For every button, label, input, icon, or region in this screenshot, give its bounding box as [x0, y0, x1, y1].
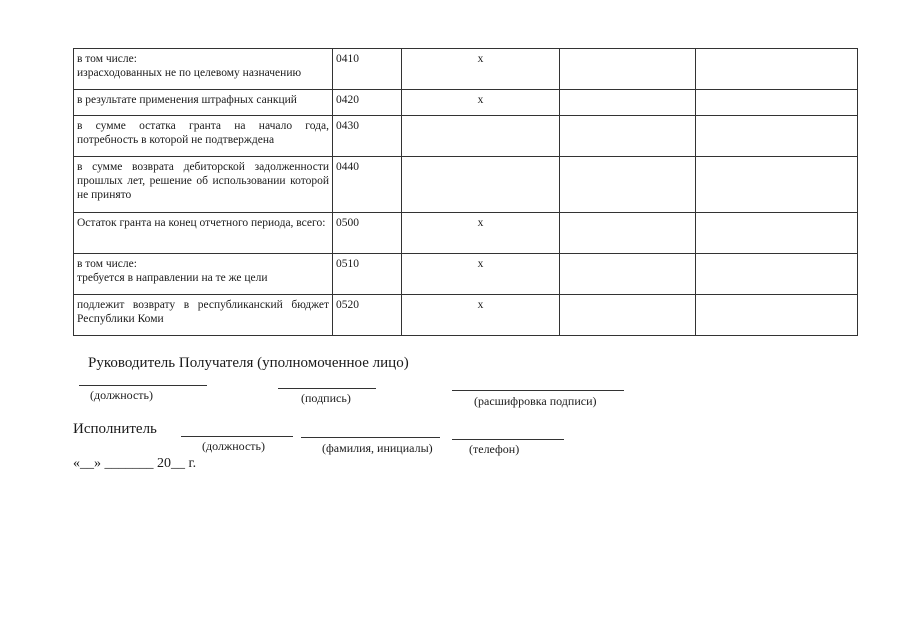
row-0510-col-1: x	[402, 254, 560, 295]
executor-name-line[interactable]	[301, 437, 440, 438]
row-0430-col-1	[402, 116, 560, 157]
table-row	[74, 295, 858, 336]
row-0440-desc-line-1: в сумме возврата дебиторской задолженности прошлых лет, решение об использовании которой не принято	[77, 161, 329, 201]
table-row	[74, 213, 858, 254]
grant-table	[73, 48, 858, 336]
row-0430-col-3	[696, 116, 858, 157]
executor-position-line[interactable]	[181, 436, 293, 437]
row-0420-code: 0420	[333, 90, 402, 116]
row-0420-col-2	[560, 90, 696, 116]
row-0500-col-3	[696, 213, 858, 254]
row-0500-col-2	[560, 213, 696, 254]
executor-phone-line[interactable]	[452, 439, 564, 440]
row-0430-description	[74, 116, 333, 157]
head-decoding-caption: (расшифровка подписи)	[474, 394, 597, 408]
row-0500-col-1: x	[402, 213, 560, 254]
row-0520-col-1: x	[402, 295, 560, 336]
row-0430-desc-line-1: в сумме остатка гранта на начало года, потребность в которой не подтверждена	[77, 120, 329, 146]
table-row	[74, 116, 858, 157]
row-0500-code: 0500	[333, 213, 402, 254]
executor-name-caption: (фамилия, инициалы)	[322, 441, 433, 455]
row-0410-col-2	[560, 49, 696, 90]
row-0520-code: 0520	[333, 295, 402, 336]
row-0410-desc-line-2: израсходованных не по целевому назначению	[77, 67, 302, 79]
row-0440-col-3	[696, 157, 858, 213]
row-0510-col-2	[560, 254, 696, 295]
table-row	[74, 90, 858, 116]
table-row	[74, 254, 858, 295]
row-0510-code: 0510	[333, 254, 402, 295]
row-0440-code: 0440	[333, 157, 402, 213]
row-0520-col-2	[560, 295, 696, 336]
row-0440-col-1	[402, 157, 560, 213]
row-0420-col-3	[696, 90, 858, 116]
head-signature-line[interactable]	[278, 388, 376, 389]
executor-phone-caption: (телефон)	[469, 442, 520, 456]
row-0520-col-3	[696, 295, 858, 336]
row-0430-col-2	[560, 116, 696, 157]
row-0410-col-3	[696, 49, 858, 90]
row-0500-description	[74, 213, 333, 254]
row-0410-desc-line-1: в том числе:	[77, 53, 137, 65]
row-0510-col-3	[696, 254, 858, 295]
row-0440-description	[74, 157, 333, 213]
row-0420-desc-line-1: в результате применения штрафных санкций	[77, 94, 297, 106]
row-0410-description	[74, 49, 333, 90]
executor-position-caption: (должность)	[202, 439, 265, 453]
row-0420-col-1: x	[402, 90, 560, 116]
row-0510-desc-line-1: в том числе:	[77, 258, 137, 270]
row-0520-desc-line-1: подлежит возврату в республиканский бюджет Республики Коми	[77, 299, 329, 325]
head-signature-caption: (подпись)	[301, 391, 351, 405]
date-line: «__» _______ 20__ г.	[73, 456, 197, 471]
row-0510-desc-line-2: требуется в направлении на те же цели	[77, 272, 268, 284]
table-row	[74, 49, 858, 90]
executor-label: Исполнитель	[73, 421, 157, 437]
grant-table-body	[74, 49, 858, 336]
row-0410-col-1: x	[402, 49, 560, 90]
row-0440-col-2	[560, 157, 696, 213]
row-0520-description	[74, 295, 333, 336]
table-row	[74, 157, 858, 213]
head-position-caption: (должность)	[90, 388, 153, 402]
head-decoding-line[interactable]	[452, 390, 624, 391]
head-position-line[interactable]	[79, 385, 207, 386]
row-0420-description	[74, 90, 333, 116]
head-title: Руководитель Получателя (уполномоченное лицо)	[88, 355, 409, 371]
row-0500-desc-line-1: Остаток гранта на конец отчетного периода, всего:	[77, 217, 326, 229]
row-0430-code: 0430	[333, 116, 402, 157]
row-0510-description	[74, 254, 333, 295]
row-0410-code: 0410	[333, 49, 402, 90]
